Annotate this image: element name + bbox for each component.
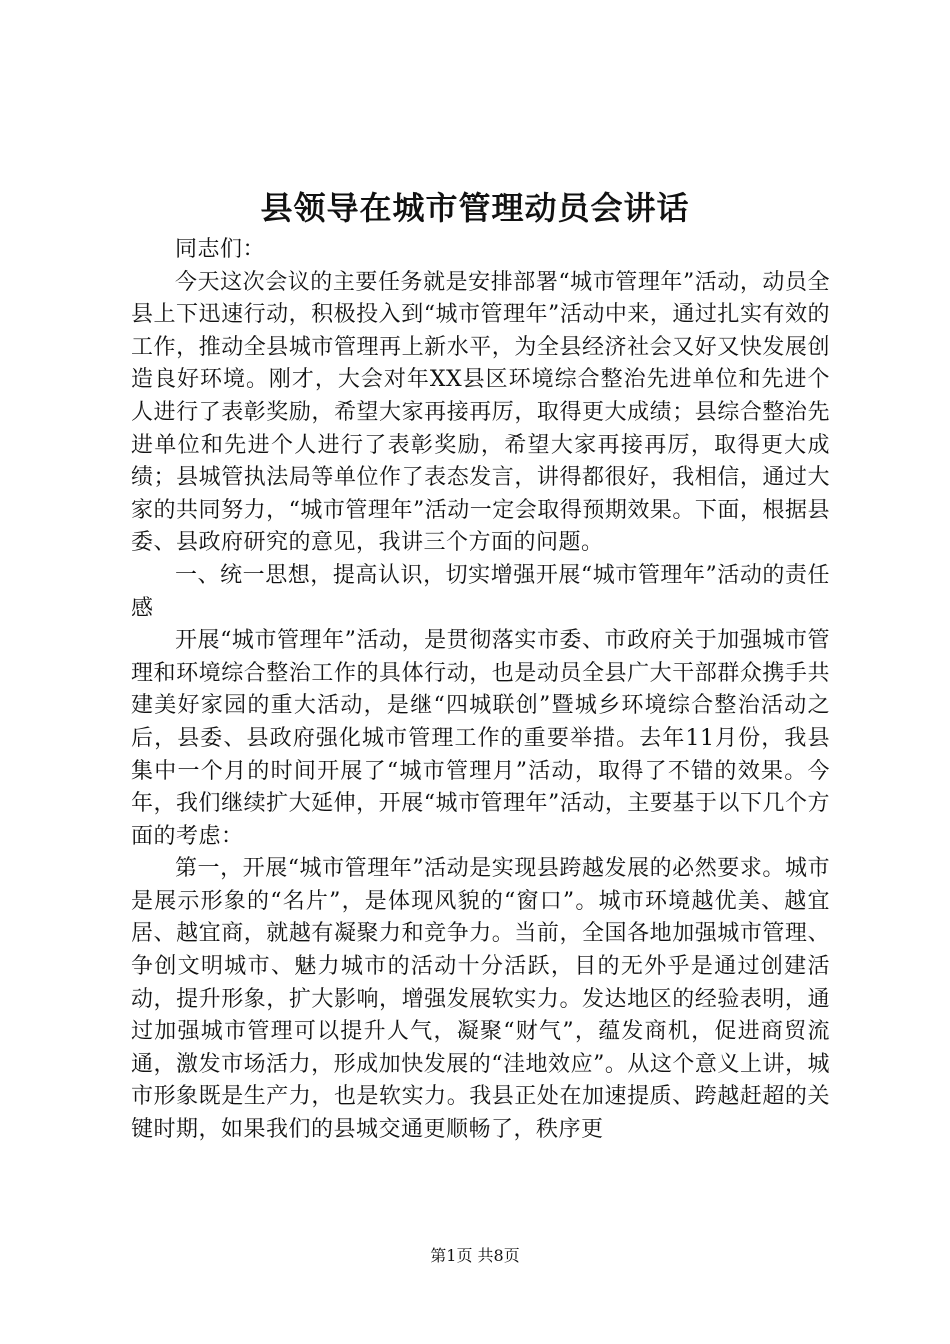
body-paragraph: 开展“城市管理年”活动，是贯彻落实市委、市政府关于加强城市管理和环境综合整治工作的具体行动，也是动员全县广大干部群众携手共建美好家园的重大活动，是继“四城联创”暨城乡环境综合整治活动之后，县委、县政府强化城市管理工作的重要举措。去年11月份，我县集中一个月的时间开展了“城市管理月”活动，取得了不错的效果。今年，我们继续扩大延伸，开展“城市管理年”活动，主要基于以下几个方面的考虑： <box>131 628 830 849</box>
salutation-paragraph: 同志们： <box>175 237 266 262</box>
body-paragraph: 今天这次会议的主要任务就是安排部署“城市管理年”活动，动员全县上下迅速行动，积极投入到“城市管理年”活动中来，通过扎实有效的工作，推动全县城市管理再上新水平，为全县经济社会又好又快发展创造良好环境。刚才，大会对年XX县区环境综合整治先进单位和先进个人进行了表彰奖励，希望大家再接再厉，取得更大成绩；县综合整治先进单位和先进个人进行了表彰奖励，希望大家再接再厉，取得更大成绩；县城管执法局等单位作了表态发言，讲得都很好，我相信，通过大家的共同努力，“城市管理年”活动一定会取得预期效果。下面，根据县委、县政府研究的意见，我讲三个方面的问题。 <box>131 269 830 556</box>
document-title: 县领导在城市管理动员会讲话 <box>260 189 690 227</box>
body-paragraph: 第一，开展“城市管理年”活动是实现县跨越发展的必然要求。城市是展示形象的“名片”，是体现风貌的“窗口”。城市环境越优美、越宜居、越宜商，就越有凝聚力和竞争力。当前，全国各地加强城市管理、争创文明城市、魅力城市的活动十分活跃，目的无外乎是通过创建活动，提升形象，扩大影响，增强发展软实力。发达地区的经验表明，通过加强城市管理可以提升人气，凝聚“财气”，蕴发商机，促进商贸流通，激发市场活力，形成加快发展的“洼地效应”。从这个意义上讲，城市形象既是生产力，也是软实力。我县正处在加速提质、跨越赶超的关键时期，如果我们的县城交通更顺畅了，秩序更 <box>131 856 830 1143</box>
page-number-footer: 第1页 共8页 <box>430 1246 520 1265</box>
document-body <box>131 234 830 1147</box>
section-heading: 一、统一思想，提高认识，切实增强开展“城市管理年”活动的责任感 <box>131 562 830 621</box>
